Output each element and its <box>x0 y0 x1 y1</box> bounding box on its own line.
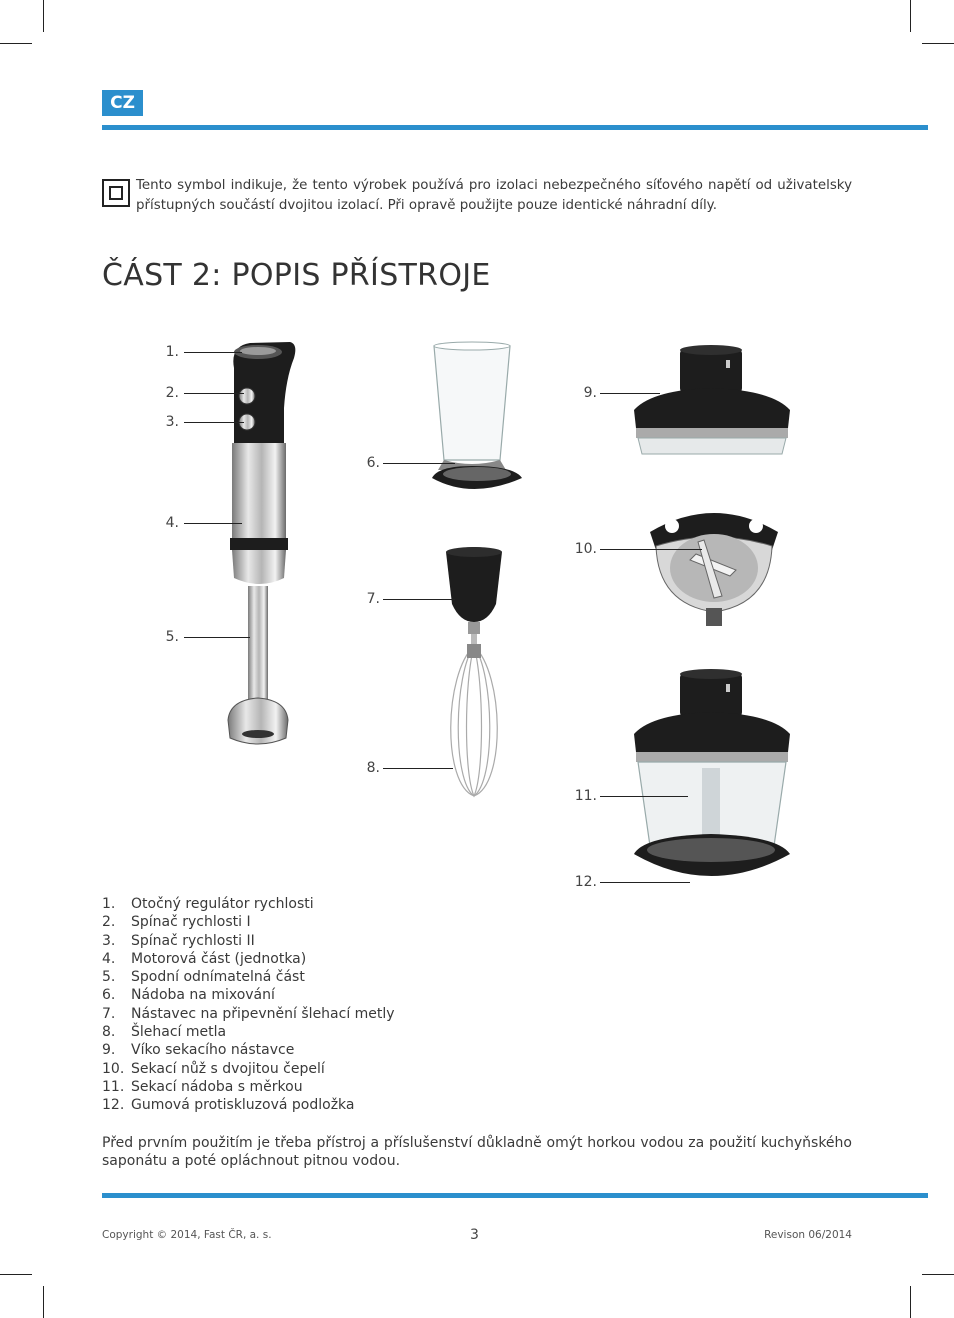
callout-label: 6. <box>366 455 380 471</box>
chopper-bowl-illustration <box>632 668 792 890</box>
list-item: 9. Víko sekacího nástavce <box>102 1042 295 1059</box>
callout-line <box>600 882 690 883</box>
callout-line <box>383 768 453 769</box>
list-item: 4. Motorová část (jednotka) <box>102 950 307 967</box>
callout-line <box>184 523 242 524</box>
list-item: 3. Spínač rychlosti II <box>102 932 255 949</box>
callout-line <box>600 393 660 394</box>
double-insulation-icon <box>102 179 130 207</box>
list-item: 6. Nádoba na mixování <box>102 987 275 1004</box>
callout-line <box>184 637 250 638</box>
list-item: 8. Šlehací metla <box>102 1024 227 1041</box>
intro-text: Tento symbol indikuje, že tento výrobek používá pro izolaci nebezpečného síťového napětí od uživatelsky přístupných součástí dvojitou izolací. Při opravě použijte pouze identické náhradní díly. <box>136 178 852 213</box>
callout-line <box>184 393 244 394</box>
page-number: 3 <box>470 1227 479 1243</box>
crop-mark <box>910 0 911 32</box>
crop-mark <box>922 43 954 44</box>
crop-mark <box>43 0 44 32</box>
callout-label: 12. <box>574 874 597 890</box>
callout-label: 7. <box>366 591 380 607</box>
section-title: ČÁST 2: POPIS PŘÍSTROJE <box>102 258 491 293</box>
callout-label: 5. <box>165 629 179 645</box>
footer-revision: Revison 06/2014 <box>764 1229 852 1241</box>
list-item: 12. Gumová protiskluzová podložka <box>102 1097 355 1114</box>
footer-copyright: Copyright © 2014, Fast ČR, a. s. <box>102 1229 272 1241</box>
callout-line <box>600 549 702 550</box>
crop-mark <box>910 1286 911 1318</box>
crop-mark <box>922 1274 954 1275</box>
outro-text: Před prvním použitím je třeba přístroj a příslušenství důkladně omýt horkou vodou za použití kuchyňského saponátu a poté opláchnout pitnou vodou. <box>102 1135 852 1169</box>
callout-label: 4. <box>165 515 179 531</box>
blending-beaker-illustration <box>430 340 525 498</box>
header-rule <box>102 125 928 130</box>
hand-blender-illustration <box>220 338 300 750</box>
list-item: 7. Nástavec na připevnění šlehací metly <box>102 1005 395 1022</box>
list-item: 1. Otočný regulátor rychlosti <box>102 896 314 912</box>
list-item: 10. Sekací nůž s dvojitou čepelí <box>102 1060 325 1077</box>
callout-line <box>184 352 242 353</box>
callout-label: 10. <box>574 541 597 557</box>
callout-line <box>600 796 688 797</box>
language-badge: CZ <box>102 90 143 116</box>
parts-list <box>102 895 395 1115</box>
crop-mark <box>0 1274 32 1275</box>
crop-mark <box>0 43 32 44</box>
callout-line <box>383 599 455 600</box>
callout-line <box>383 463 455 464</box>
list-item: 2. Spínač rychlosti I <box>102 914 251 931</box>
list-item: 5. Spodní odnímatelná část <box>102 969 305 986</box>
callout-label: 9. <box>583 385 597 401</box>
callout-line <box>184 422 244 423</box>
callout-label: 3. <box>165 414 179 430</box>
footer-rule <box>102 1193 928 1198</box>
chopper-lid-illustration <box>632 344 792 456</box>
callout-label: 8. <box>366 760 380 776</box>
callout-label: 1. <box>165 344 179 360</box>
whisk-holder-illustration <box>440 544 510 804</box>
callout-label: 11. <box>574 788 597 804</box>
callout-label: 2. <box>165 385 179 401</box>
chopper-blade-illustration <box>644 496 784 628</box>
list-item: 11. Sekací nádoba s měrkou <box>102 1078 303 1095</box>
crop-mark <box>43 1286 44 1318</box>
